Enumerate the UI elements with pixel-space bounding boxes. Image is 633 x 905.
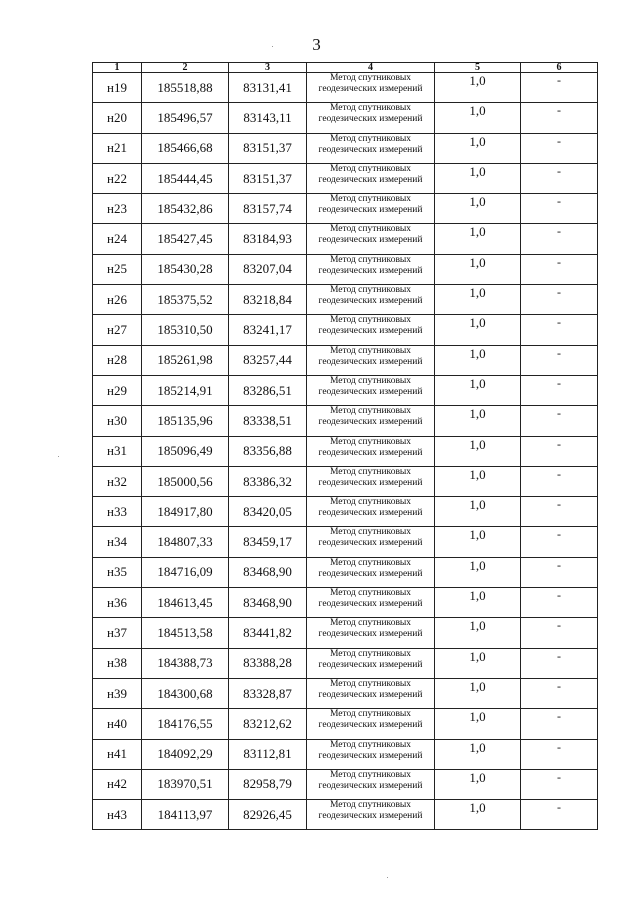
- x-coordinate-cell: 184613,45: [142, 588, 229, 618]
- method-line-2: геодезических измерений: [318, 265, 423, 276]
- method-cell: [307, 497, 435, 527]
- method-cell: [307, 345, 435, 375]
- y-coordinate-cell: 83151,37: [229, 133, 307, 163]
- y-coordinate-cell: 83328,87: [229, 678, 307, 708]
- table-row: [93, 73, 598, 103]
- y-coordinate-cell: 83143,11: [229, 103, 307, 133]
- method-line-1: Метод спутниковых: [329, 466, 412, 477]
- method-line-2: геодезических измерений: [318, 538, 423, 549]
- point-cell: н39: [93, 678, 142, 708]
- point-cell: н41: [93, 739, 142, 769]
- x-coordinate-cell: 185261,98: [142, 345, 229, 375]
- scan-speck: [58, 456, 59, 457]
- method-cell: [307, 315, 435, 345]
- method-line-2: геодезических измерений: [318, 326, 423, 337]
- method-line-1: Метод спутниковых: [329, 739, 412, 750]
- x-coordinate-cell: 185518,88: [142, 73, 229, 103]
- method-line-2: геодезических измерений: [318, 568, 423, 579]
- method-line-1: Метод спутниковых: [329, 163, 412, 174]
- table-row: [93, 678, 598, 708]
- header-col-5: 5: [435, 63, 521, 73]
- y-coordinate-cell: 83286,51: [229, 375, 307, 405]
- accuracy-cell: 1,0: [435, 285, 521, 315]
- table-header: [93, 63, 598, 73]
- method-line-1: Метод спутниковых: [329, 678, 412, 689]
- point-cell: н27: [93, 315, 142, 345]
- table-row: [93, 436, 598, 466]
- note-cell: -: [521, 466, 598, 496]
- header-col-2: 2: [142, 63, 229, 73]
- y-coordinate-cell: 83218,84: [229, 285, 307, 315]
- method-line-2: геодезических измерений: [318, 659, 423, 670]
- method-line-1: Метод спутниковых: [329, 224, 412, 235]
- header-col-3: 3: [229, 63, 307, 73]
- table-row: [93, 527, 598, 557]
- accuracy-cell: 1,0: [435, 224, 521, 254]
- note-cell: -: [521, 739, 598, 769]
- table-row: [93, 345, 598, 375]
- note-cell: -: [521, 406, 598, 436]
- point-cell: н30: [93, 406, 142, 436]
- note-cell: -: [521, 375, 598, 405]
- table-row: [93, 618, 598, 648]
- method-line-2: геодезических измерений: [318, 811, 423, 822]
- table-row: [93, 194, 598, 224]
- note-cell: -: [521, 436, 598, 466]
- table-body: [93, 73, 598, 830]
- method-cell: [307, 678, 435, 708]
- x-coordinate-cell: 184917,80: [142, 497, 229, 527]
- point-cell: н36: [93, 588, 142, 618]
- accuracy-cell: 1,0: [435, 709, 521, 739]
- x-coordinate-cell: 184388,73: [142, 648, 229, 678]
- accuracy-cell: 1,0: [435, 497, 521, 527]
- note-cell: -: [521, 648, 598, 678]
- method-cell: [307, 285, 435, 315]
- note-cell: -: [521, 73, 598, 103]
- point-cell: н23: [93, 194, 142, 224]
- accuracy-cell: 1,0: [435, 315, 521, 345]
- y-coordinate-cell: 83420,05: [229, 497, 307, 527]
- note-cell: -: [521, 618, 598, 648]
- y-coordinate-cell: 83184,93: [229, 224, 307, 254]
- method-cell: [307, 557, 435, 587]
- table-row: [93, 224, 598, 254]
- header-col-6: 6: [521, 63, 598, 73]
- note-cell: -: [521, 315, 598, 345]
- point-cell: н26: [93, 285, 142, 315]
- point-cell: н28: [93, 345, 142, 375]
- method-line-2: геодезических измерений: [318, 114, 423, 125]
- header-col-1: 1: [93, 63, 142, 73]
- point-cell: н19: [93, 73, 142, 103]
- note-cell: -: [521, 254, 598, 284]
- method-line-1: Метод спутниковых: [329, 527, 412, 538]
- note-cell: -: [521, 588, 598, 618]
- scan-speck: [272, 46, 273, 47]
- point-cell: н34: [93, 527, 142, 557]
- point-cell: н43: [93, 800, 142, 830]
- method-cell: [307, 133, 435, 163]
- y-coordinate-cell: 83338,51: [229, 406, 307, 436]
- table-row: [93, 254, 598, 284]
- accuracy-cell: 1,0: [435, 800, 521, 830]
- method-line-1: Метод спутниковых: [329, 648, 412, 659]
- x-coordinate-cell: 185000,56: [142, 466, 229, 496]
- x-coordinate-cell: 185375,52: [142, 285, 229, 315]
- accuracy-cell: 1,0: [435, 527, 521, 557]
- note-cell: -: [521, 133, 598, 163]
- table-row: [93, 163, 598, 193]
- point-cell: н40: [93, 709, 142, 739]
- method-cell: [307, 375, 435, 405]
- method-cell: [307, 194, 435, 224]
- method-line-2: геодезических измерений: [318, 144, 423, 155]
- x-coordinate-cell: 183970,51: [142, 769, 229, 799]
- note-cell: -: [521, 224, 598, 254]
- table-row: [93, 133, 598, 163]
- y-coordinate-cell: 83241,17: [229, 315, 307, 345]
- note-cell: -: [521, 497, 598, 527]
- y-coordinate-cell: 82958,79: [229, 769, 307, 799]
- method-line-1: Метод спутниковых: [329, 254, 412, 265]
- note-cell: -: [521, 163, 598, 193]
- method-line-1: Метод спутниковых: [329, 406, 412, 417]
- point-cell: н25: [93, 254, 142, 284]
- method-line-2: геодезических измерений: [318, 84, 423, 94]
- method-line-2: геодезических измерений: [318, 599, 423, 610]
- x-coordinate-cell: 184716,09: [142, 557, 229, 587]
- table-row: [93, 466, 598, 496]
- method-line-1: Метод спутниковых: [329, 800, 412, 811]
- method-line-2: геодезических измерений: [318, 447, 423, 458]
- y-coordinate-cell: 83386,32: [229, 466, 307, 496]
- point-cell: н29: [93, 375, 142, 405]
- method-cell: [307, 618, 435, 648]
- method-line-2: геодезических измерений: [318, 205, 423, 216]
- x-coordinate-cell: 184807,33: [142, 527, 229, 557]
- x-coordinate-cell: 184176,55: [142, 709, 229, 739]
- table-row: [93, 709, 598, 739]
- method-line-2: геодезических измерений: [318, 629, 423, 640]
- table-row: [93, 315, 598, 345]
- x-coordinate-cell: 185310,50: [142, 315, 229, 345]
- table-row: [93, 769, 598, 799]
- method-line-2: геодезических измерений: [318, 720, 423, 731]
- x-coordinate-cell: 185430,28: [142, 254, 229, 284]
- y-coordinate-cell: 83459,17: [229, 527, 307, 557]
- x-coordinate-cell: 184300,68: [142, 678, 229, 708]
- point-cell: н37: [93, 618, 142, 648]
- point-cell: н38: [93, 648, 142, 678]
- accuracy-cell: 1,0: [435, 436, 521, 466]
- method-cell: [307, 466, 435, 496]
- method-cell: [307, 709, 435, 739]
- point-cell: н33: [93, 497, 142, 527]
- accuracy-cell: 1,0: [435, 345, 521, 375]
- method-line-2: геодезических измерений: [318, 750, 423, 761]
- method-line-2: геодезических измерений: [318, 356, 423, 367]
- accuracy-cell: 1,0: [435, 103, 521, 133]
- point-cell: н24: [93, 224, 142, 254]
- note-cell: -: [521, 103, 598, 133]
- table-row: [93, 588, 598, 618]
- method-line-1: Метод спутниковых: [329, 285, 412, 296]
- accuracy-cell: 1,0: [435, 588, 521, 618]
- scan-speck: [387, 877, 388, 878]
- point-cell: н32: [93, 466, 142, 496]
- method-line-2: геодезических измерений: [318, 477, 423, 488]
- table-row: [93, 285, 598, 315]
- table-row: [93, 648, 598, 678]
- method-cell: [307, 163, 435, 193]
- method-line-2: геодезических измерений: [318, 296, 423, 307]
- method-line-1: Метод спутниковых: [329, 709, 412, 720]
- y-coordinate-cell: 83112,81: [229, 739, 307, 769]
- note-cell: -: [521, 800, 598, 830]
- y-coordinate-cell: 82926,45: [229, 800, 307, 830]
- method-cell: [307, 103, 435, 133]
- method-cell: [307, 588, 435, 618]
- y-coordinate-cell: 83131,41: [229, 73, 307, 103]
- x-coordinate-cell: 185496,57: [142, 103, 229, 133]
- note-cell: -: [521, 709, 598, 739]
- x-coordinate-cell: 185466,68: [142, 133, 229, 163]
- accuracy-cell: 1,0: [435, 133, 521, 163]
- accuracy-cell: 1,0: [435, 254, 521, 284]
- method-line-1: Метод спутниковых: [329, 103, 412, 114]
- y-coordinate-cell: 83212,62: [229, 709, 307, 739]
- method-line-1: Метод спутниковых: [329, 588, 412, 599]
- x-coordinate-cell: 184513,58: [142, 618, 229, 648]
- x-coordinate-cell: 185135,96: [142, 406, 229, 436]
- table-row: [93, 375, 598, 405]
- point-cell: н31: [93, 436, 142, 466]
- method-cell: [307, 254, 435, 284]
- table-row: [93, 739, 598, 769]
- accuracy-cell: 1,0: [435, 73, 521, 103]
- method-cell: [307, 224, 435, 254]
- note-cell: -: [521, 194, 598, 224]
- x-coordinate-cell: 184092,29: [142, 739, 229, 769]
- y-coordinate-cell: 83257,44: [229, 345, 307, 375]
- accuracy-cell: 1,0: [435, 618, 521, 648]
- method-line-1: Метод спутниковых: [329, 315, 412, 326]
- point-cell: н42: [93, 769, 142, 799]
- y-coordinate-cell: 83151,37: [229, 163, 307, 193]
- method-line-1: Метод спутниковых: [329, 194, 412, 205]
- note-cell: -: [521, 285, 598, 315]
- y-coordinate-cell: 83207,04: [229, 254, 307, 284]
- method-line-1: Метод спутниковых: [329, 497, 412, 508]
- method-line-1: Метод спутниковых: [329, 345, 412, 356]
- method-cell: [307, 800, 435, 830]
- x-coordinate-cell: 185096,49: [142, 436, 229, 466]
- accuracy-cell: 1,0: [435, 739, 521, 769]
- note-cell: -: [521, 769, 598, 799]
- method-cell: [307, 406, 435, 436]
- table-row: [93, 497, 598, 527]
- table-row: [93, 406, 598, 436]
- note-cell: -: [521, 678, 598, 708]
- y-coordinate-cell: 83388,28: [229, 648, 307, 678]
- accuracy-cell: 1,0: [435, 406, 521, 436]
- table-row: [93, 557, 598, 587]
- method-line-2: геодезических измерений: [318, 417, 423, 428]
- method-line-2: геодезических измерений: [318, 689, 423, 700]
- method-line-1: Метод спутниковых: [329, 769, 412, 780]
- y-coordinate-cell: 83356,88: [229, 436, 307, 466]
- accuracy-cell: 1,0: [435, 163, 521, 193]
- method-cell: [307, 73, 435, 103]
- method-line-1: Метод спутниковых: [329, 557, 412, 568]
- y-coordinate-cell: 83441,82: [229, 618, 307, 648]
- accuracy-cell: 1,0: [435, 466, 521, 496]
- method-cell: [307, 527, 435, 557]
- method-line-2: геодезических измерений: [318, 508, 423, 519]
- method-cell: [307, 739, 435, 769]
- note-cell: -: [521, 527, 598, 557]
- accuracy-cell: 1,0: [435, 678, 521, 708]
- x-coordinate-cell: 185432,86: [142, 194, 229, 224]
- accuracy-cell: 1,0: [435, 557, 521, 587]
- x-coordinate-cell: 185427,45: [142, 224, 229, 254]
- table-row: [93, 103, 598, 133]
- accuracy-cell: 1,0: [435, 375, 521, 405]
- table-row: [93, 800, 598, 830]
- page-number: 3: [312, 35, 321, 54]
- accuracy-cell: 1,0: [435, 648, 521, 678]
- point-cell: н35: [93, 557, 142, 587]
- point-cell: н22: [93, 163, 142, 193]
- method-line-1: Метод спутниковых: [329, 73, 412, 83]
- method-cell: [307, 436, 435, 466]
- point-cell: н20: [93, 103, 142, 133]
- x-coordinate-cell: 184113,97: [142, 800, 229, 830]
- method-line-1: Метод спутниковых: [329, 436, 412, 447]
- accuracy-cell: 1,0: [435, 194, 521, 224]
- method-line-2: геодезических измерений: [318, 386, 423, 397]
- coordinates-table: [92, 62, 598, 830]
- x-coordinate-cell: 185214,91: [142, 375, 229, 405]
- method-line-1: Метод спутниковых: [329, 618, 412, 629]
- method-line-2: геодезических измерений: [318, 235, 423, 246]
- method-line-1: Метод спутниковых: [329, 133, 412, 144]
- method-line-2: геодезических измерений: [318, 780, 423, 791]
- method-cell: [307, 769, 435, 799]
- method-line-2: геодезических измерений: [318, 174, 423, 185]
- note-cell: -: [521, 557, 598, 587]
- x-coordinate-cell: 185444,45: [142, 163, 229, 193]
- header-col-4: 4: [307, 63, 435, 73]
- y-coordinate-cell: 83468,90: [229, 557, 307, 587]
- y-coordinate-cell: 83157,74: [229, 194, 307, 224]
- method-cell: [307, 648, 435, 678]
- y-coordinate-cell: 83468,90: [229, 588, 307, 618]
- accuracy-cell: 1,0: [435, 769, 521, 799]
- method-line-1: Метод спутниковых: [329, 375, 412, 386]
- point-cell: н21: [93, 133, 142, 163]
- note-cell: -: [521, 345, 598, 375]
